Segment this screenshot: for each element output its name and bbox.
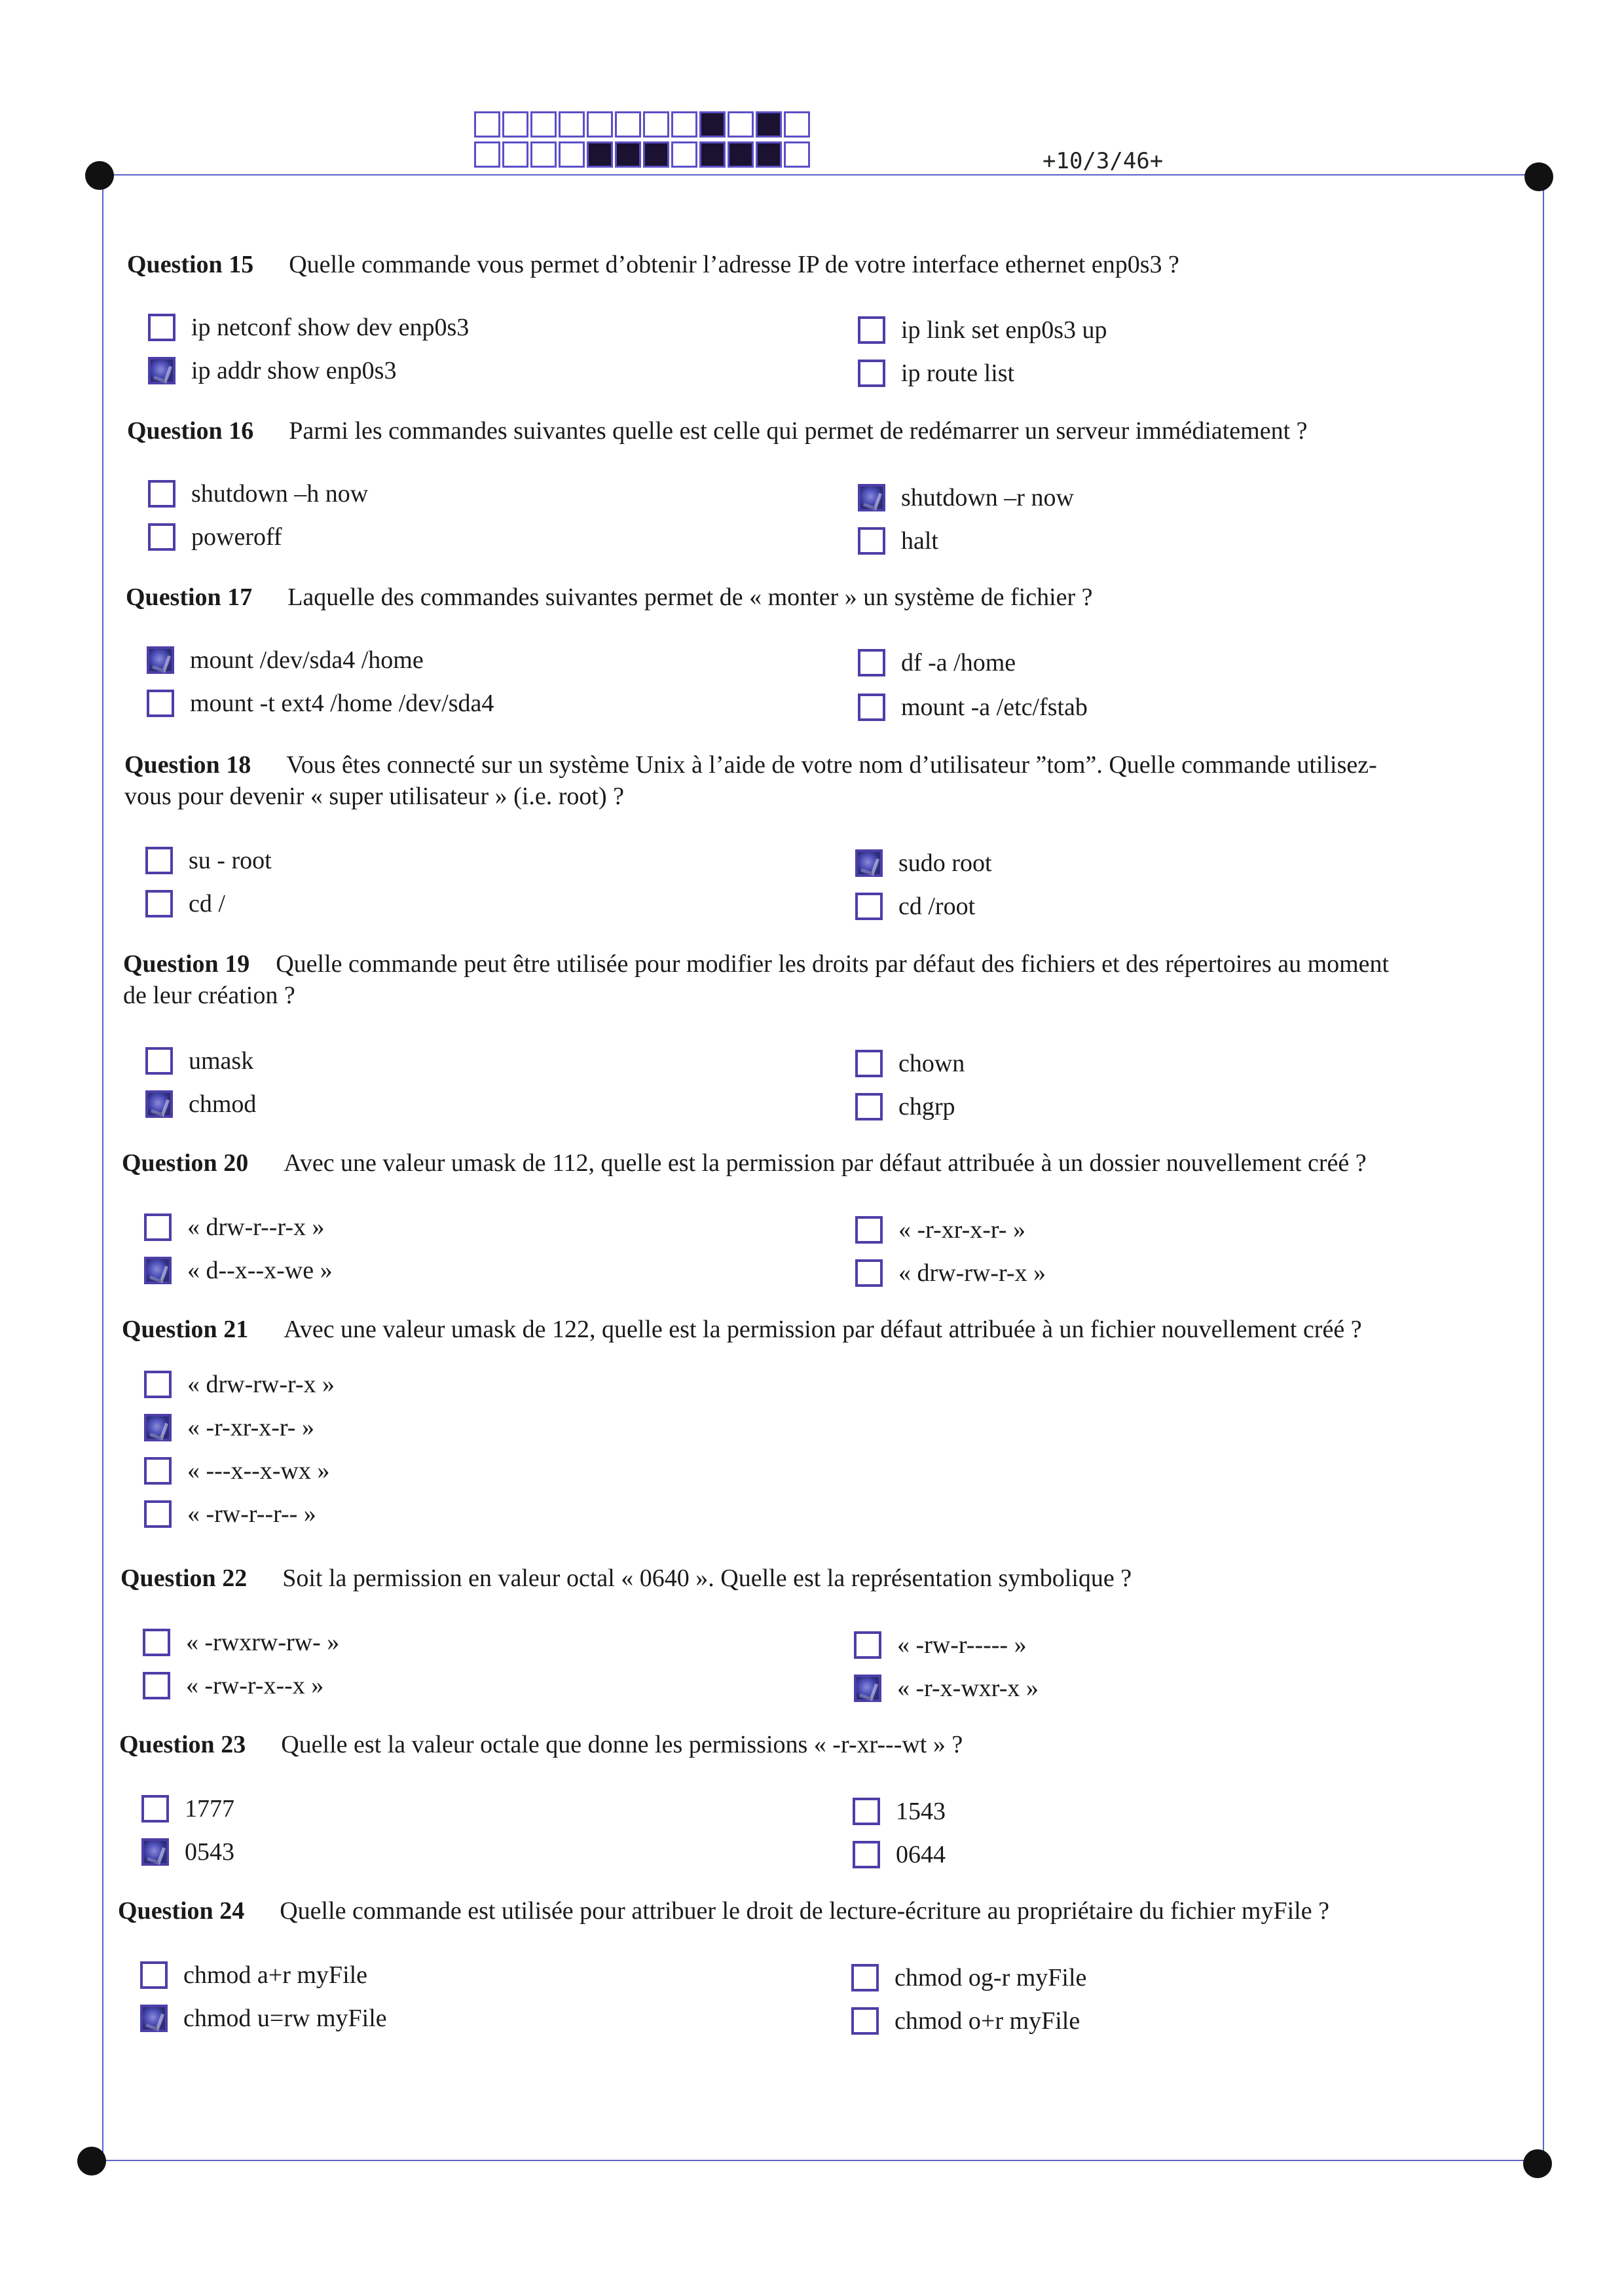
answer-15-b[interactable]	[148, 352, 396, 389]
answer-label: « d--x--x-we »	[187, 1257, 333, 1284]
answer-16-c[interactable]	[858, 479, 1074, 516]
checkbox[interactable]	[148, 357, 175, 384]
checkbox[interactable]	[855, 1093, 883, 1120]
answer-label: « -rw-r----- »	[897, 1631, 1027, 1659]
answer-label: 1543	[896, 1798, 946, 1825]
answer-24-d[interactable]	[851, 2003, 1080, 2039]
code-cell	[587, 111, 613, 138]
checkbox[interactable]	[144, 1371, 172, 1398]
answer-18-d[interactable]	[855, 888, 975, 925]
question-number: Question 15	[127, 251, 254, 278]
question-text: Avec une valeur umask de 122, quelle est la permission par défaut attribuée à un fichier nouvellement créé ?	[284, 1316, 1362, 1343]
checkbox[interactable]	[144, 1457, 172, 1485]
checkbox[interactable]	[148, 523, 175, 551]
checkbox[interactable]	[855, 893, 883, 920]
question-19	[123, 948, 1531, 1011]
answer-23-c[interactable]	[853, 1793, 946, 1830]
question-21	[122, 1314, 1362, 1345]
question-22	[120, 1563, 1132, 1594]
scanner-code-row-2	[474, 141, 812, 169]
code-cell	[671, 141, 697, 168]
answer-label: ip link set enp0s3 up	[901, 316, 1107, 344]
code-cell	[502, 141, 528, 168]
checkbox[interactable]	[143, 1672, 170, 1699]
checkbox[interactable]	[858, 360, 885, 387]
answer-label: mount -a /etc/fstab	[901, 694, 1088, 721]
code-cell	[643, 141, 669, 168]
checkbox[interactable]	[858, 527, 885, 555]
checkbox[interactable]	[853, 1798, 880, 1825]
code-cell	[474, 141, 500, 168]
code-cell	[784, 111, 810, 138]
answer-20-d[interactable]	[855, 1255, 1046, 1291]
page-code: +10/3/46+	[1043, 148, 1164, 174]
answer-label: cd /root	[898, 893, 976, 920]
answer-23-d[interactable]	[853, 1836, 946, 1873]
scanner-code-grid	[474, 111, 812, 172]
checkbox[interactable]	[858, 694, 885, 721]
question-text: Quelle commande peut être utilisée pour modifier les droits par défaut des fichiers et des répertoires au moment	[276, 950, 1390, 978]
question-17	[126, 582, 1093, 613]
answer-19-a[interactable]	[145, 1043, 253, 1079]
answer-18-b[interactable]	[145, 885, 225, 922]
code-cell	[615, 141, 641, 168]
checkbox[interactable]	[858, 484, 885, 511]
answer-19-b[interactable]	[145, 1086, 256, 1122]
answer-22-c[interactable]	[854, 1627, 1027, 1663]
question-text: Quelle commande vous permet d’obtenir l’adresse IP de votre interface ethernet enp0s3 ?	[289, 251, 1179, 278]
question-20	[122, 1147, 1367, 1179]
answer-label: 0543	[185, 1838, 234, 1866]
answer-20-b[interactable]	[144, 1252, 333, 1289]
answer-label: « drw-r--r-x »	[187, 1213, 325, 1241]
answer-label: mount /dev/sda4 /home	[190, 646, 424, 674]
question-number: Question 16	[127, 417, 254, 445]
answer-16-b[interactable]	[148, 519, 282, 555]
answer-label: chmod u=rw myFile	[183, 2005, 387, 2032]
answer-21-a[interactable]	[144, 1366, 335, 1403]
bottom-right-registration-mark	[1523, 2149, 1552, 2178]
question-24	[118, 1895, 1329, 1927]
answer-label: poweroff	[191, 523, 282, 551]
code-cell	[728, 111, 754, 138]
answer-21-d[interactable]	[144, 1496, 316, 1532]
checkbox[interactable]	[148, 314, 175, 341]
answer-19-d[interactable]	[855, 1088, 955, 1125]
bottom-left-registration-mark	[77, 2147, 106, 2176]
question-text: Laquelle des commandes suivantes permet de « monter » un système de fichier ?	[287, 583, 1093, 611]
question-number: Question 23	[119, 1731, 246, 1758]
checkbox[interactable]	[145, 890, 173, 917]
question-number: Question 17	[126, 583, 253, 611]
answer-24-c[interactable]	[851, 1959, 1086, 1996]
answer-label: chmod og-r myFile	[895, 1964, 1087, 1991]
checkbox[interactable]	[148, 480, 175, 508]
scanner-code-row-1	[474, 111, 812, 139]
code-cell	[728, 141, 754, 168]
answer-21-c[interactable]	[144, 1453, 329, 1489]
answer-label: ip addr show enp0s3	[191, 357, 397, 384]
answer-label: halt	[901, 527, 938, 555]
answer-23-a[interactable]	[141, 1790, 234, 1827]
answer-label: su - root	[189, 847, 272, 874]
code-cell	[615, 111, 641, 138]
checkbox[interactable]	[147, 646, 174, 674]
code-cell	[756, 111, 782, 138]
code-cell	[587, 141, 613, 168]
answer-label: chmod	[189, 1090, 257, 1118]
checkbox[interactable]	[851, 2007, 879, 2035]
checkbox[interactable]	[858, 316, 885, 344]
code-cell	[559, 111, 585, 138]
code-cell	[559, 141, 585, 168]
checkbox[interactable]	[145, 847, 173, 874]
answer-label: « -rw-r-x--x »	[186, 1672, 324, 1699]
answer-label: df -a /home	[901, 649, 1016, 676]
checkbox[interactable]	[854, 1631, 881, 1659]
answer-label: chown	[898, 1050, 965, 1077]
answer-label: « -rw-r--r-- »	[187, 1500, 316, 1528]
answer-label: mount -t ext4 /home /dev/sda4	[190, 690, 494, 717]
answer-label: shutdown –r now	[901, 484, 1074, 511]
answer-label: chmod o+r myFile	[895, 2007, 1080, 2035]
question-number: Question 18	[124, 751, 251, 779]
answer-label: cd /	[189, 890, 225, 917]
answer-label: sudo root	[898, 849, 992, 877]
answer-17-d[interactable]	[858, 689, 1088, 726]
checkbox[interactable]	[858, 649, 885, 676]
checkbox[interactable]	[147, 690, 174, 717]
code-cell	[784, 141, 810, 168]
question-18	[124, 749, 1532, 812]
answer-16-d[interactable]	[858, 523, 938, 559]
question-text: Soit la permission en valeur octal « 0640 ». Quelle est la représentation symbolique ?	[282, 1565, 1132, 1592]
checkbox[interactable]	[855, 1259, 883, 1287]
code-cell	[643, 111, 669, 138]
question-number: Question 20	[122, 1149, 249, 1177]
top-right-registration-mark	[1524, 162, 1553, 191]
checkbox[interactable]	[854, 1675, 881, 1702]
answer-label: « -r-xr-x-r- »	[898, 1216, 1025, 1244]
code-cell	[530, 111, 557, 138]
answer-19-c[interactable]	[855, 1045, 965, 1082]
answer-label: ip netconf show dev enp0s3	[191, 314, 470, 341]
checkbox[interactable]	[855, 849, 883, 877]
question-15	[127, 249, 1179, 280]
answer-17-c[interactable]	[858, 644, 1016, 681]
question-text: Avec une valeur umask de 112, quelle est la permission par défaut attribuée à un dossier nouvellement créé ?	[284, 1149, 1367, 1177]
question-text: Vous êtes connecté sur un système Unix à l’aide de votre nom d’utilisateur ”tom”. Quelle commande utilisez-	[286, 751, 1377, 779]
answer-label: « -r-xr-x-r- »	[187, 1414, 314, 1441]
checkbox[interactable]	[143, 1629, 170, 1656]
answer-label: chgrp	[898, 1093, 955, 1120]
answer-15-a[interactable]	[148, 309, 469, 346]
code-cell	[502, 111, 528, 138]
answer-label: ip route list	[901, 360, 1015, 387]
answer-24-b[interactable]	[140, 2000, 387, 2037]
answer-23-b[interactable]	[141, 1834, 234, 1870]
answer-15-c[interactable]	[858, 312, 1107, 348]
checkbox[interactable]	[140, 1961, 168, 1989]
code-cell	[530, 141, 557, 168]
question-number: Question 22	[120, 1565, 248, 1592]
answer-17-a[interactable]	[147, 642, 424, 678]
answer-label: « drw-rw-r-x »	[898, 1259, 1046, 1287]
answer-18-a[interactable]	[145, 842, 272, 879]
question-number: Question 21	[122, 1316, 249, 1343]
checkbox[interactable]	[144, 1414, 172, 1441]
answer-label: « ---x--x-wx »	[187, 1457, 330, 1485]
checkbox[interactable]	[141, 1838, 169, 1866]
answer-label: shutdown –h now	[191, 480, 369, 508]
question-number: Question 24	[118, 1897, 245, 1925]
answer-label: « -r-x-wxr-x »	[897, 1675, 1039, 1702]
checkbox[interactable]	[853, 1841, 880, 1868]
answer-20-a[interactable]	[144, 1209, 325, 1246]
code-cell	[699, 111, 726, 138]
checkbox[interactable]	[855, 1216, 883, 1244]
question-text: Quelle est la valeur octale que donne les permissions « -r-xr---wt » ?	[281, 1731, 963, 1758]
checkbox[interactable]	[145, 1047, 173, 1075]
answer-label: 1777	[185, 1795, 234, 1823]
checkbox[interactable]	[855, 1050, 883, 1077]
checkbox[interactable]	[141, 1795, 169, 1823]
answer-22-a[interactable]	[143, 1624, 339, 1661]
question-text: Quelle commande est utilisée pour attribuer le droit de lecture-écriture au propriétaire du fichier myFile ?	[280, 1897, 1329, 1925]
answer-label: 0644	[896, 1841, 946, 1868]
question-text-continued: de leur création ?	[123, 982, 295, 1009]
code-cell	[671, 111, 697, 138]
checkbox[interactable]	[144, 1500, 172, 1528]
code-cell	[474, 111, 500, 138]
answer-label: chmod a+r myFile	[183, 1961, 368, 1989]
code-cell	[699, 141, 726, 168]
answer-15-d[interactable]	[858, 355, 1014, 392]
answer-24-a[interactable]	[140, 1957, 367, 1993]
answer-16-a[interactable]	[148, 475, 368, 512]
answer-label: umask	[189, 1047, 254, 1075]
question-text-continued: vous pour devenir « super utilisateur » (i.e. root) ?	[124, 783, 624, 810]
answer-18-c[interactable]	[855, 845, 992, 881]
checkbox[interactable]	[145, 1090, 173, 1118]
question-16	[127, 415, 1308, 447]
answer-21-b[interactable]	[144, 1409, 314, 1446]
checkbox[interactable]	[144, 1257, 172, 1284]
answer-22-d[interactable]	[854, 1670, 1039, 1707]
answer-20-c[interactable]	[855, 1212, 1025, 1248]
answer-22-b[interactable]	[143, 1667, 323, 1704]
checkbox[interactable]	[851, 1964, 879, 1991]
answer-17-b[interactable]	[147, 685, 494, 722]
question-text: Parmi les commandes suivantes quelle est celle qui permet de redémarrer un serveur immédiatement ?	[289, 417, 1308, 445]
checkbox[interactable]	[144, 1213, 172, 1241]
answer-label: « -rwxrw-rw- »	[186, 1629, 340, 1656]
question-23	[119, 1729, 963, 1760]
top-left-registration-mark	[85, 161, 114, 190]
code-cell	[756, 141, 782, 168]
question-number: Question 19	[123, 950, 250, 978]
answer-label: « drw-rw-r-x »	[187, 1371, 335, 1398]
checkbox[interactable]	[140, 2005, 168, 2032]
